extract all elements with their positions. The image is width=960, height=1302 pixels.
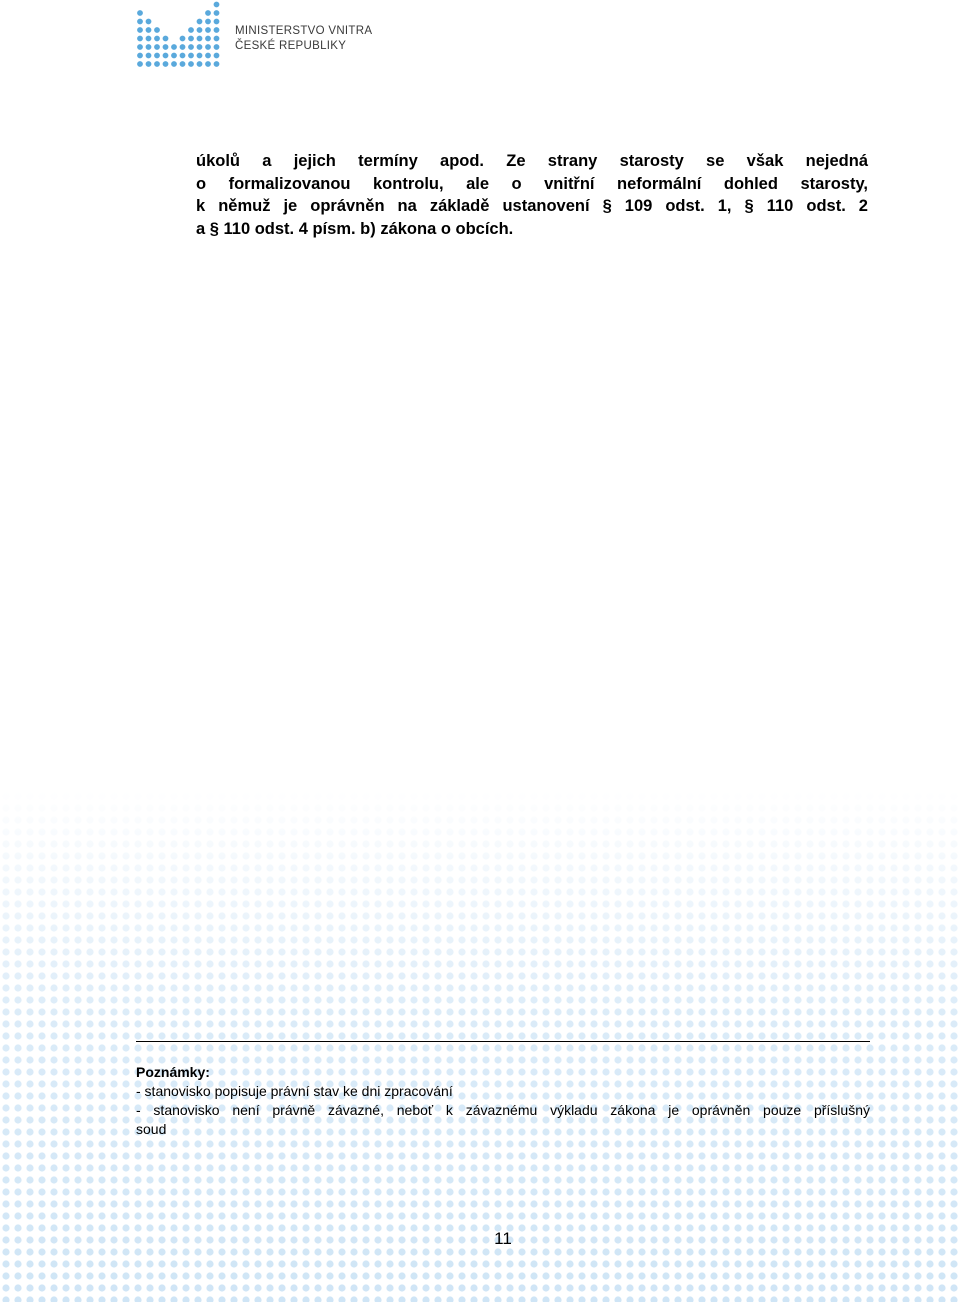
logo-dot	[214, 61, 220, 67]
logo-dot	[146, 27, 152, 33]
logo-dot	[154, 27, 160, 33]
logo-dot	[146, 44, 152, 50]
logo-line-1: MINISTERSTVO VNITRA	[235, 25, 373, 37]
ministry-logo	[136, 0, 376, 70]
logo-dot	[137, 61, 143, 67]
logo-dot	[214, 44, 220, 50]
logo-line-2: ČESKÉ REPUBLIKY	[235, 40, 347, 52]
notes-item: - stanovisko popisuje právní stav ke dni zpracování	[136, 1083, 453, 1099]
logo-dot	[154, 61, 160, 67]
body-paragraph	[196, 150, 868, 240]
logo-dot	[205, 44, 211, 50]
logo-dot	[197, 27, 203, 33]
logo-dot	[188, 44, 194, 50]
notes-heading: Poznámky:	[136, 1064, 210, 1080]
logo-dot	[197, 61, 203, 67]
logo-dot	[214, 36, 220, 42]
logo-dot	[205, 19, 211, 25]
dot-pattern-background	[0, 790, 960, 1302]
logo-dot	[197, 19, 203, 25]
logo-dot	[163, 61, 169, 67]
logo-dot	[205, 61, 211, 67]
logo-dot	[137, 44, 143, 50]
notes-item: soud	[136, 1121, 167, 1137]
logo-dot	[180, 53, 186, 59]
logo-dot	[188, 27, 194, 33]
logo-dot	[180, 36, 186, 42]
logo-dot	[188, 53, 194, 59]
logo-dot	[180, 61, 186, 67]
notes-item: - stanovisko není právně závazné, neboť k závaznému výkladu zákona je oprávněn pouze příslušný	[136, 1102, 870, 1118]
paragraph-line: k němuž je oprávněn na základě ustanovení § 109 odst. 1, § 110 odst. 2	[196, 197, 868, 215]
logo-dot	[163, 36, 169, 42]
logo-dot	[146, 36, 152, 42]
logo-dot	[214, 53, 220, 59]
logo-dot	[188, 61, 194, 67]
logo-dot	[146, 61, 152, 67]
logo-dot	[171, 44, 177, 50]
logo-dot	[205, 53, 211, 59]
logo-dot	[197, 36, 203, 42]
logo-dot	[146, 53, 152, 59]
logo-dot	[214, 10, 220, 16]
notes-divider	[136, 1041, 870, 1042]
paragraph-line: a § 110 odst. 4 písm. b) zákona o obcích.	[196, 219, 514, 238]
logo-mark-icon	[136, 0, 226, 70]
logo-dot	[137, 53, 143, 59]
logo-wordmark	[235, 24, 372, 54]
logo-dot	[180, 44, 186, 50]
logo-dot	[154, 36, 160, 42]
logo-dot	[214, 19, 220, 25]
logo-dot	[137, 27, 143, 33]
paragraph-line: o formalizovanou kontrolu, ale o vnitřní neformální dohled starosty,	[196, 174, 868, 193]
logo-dot	[163, 44, 169, 50]
logo-dot	[154, 53, 160, 59]
page-number: 11	[494, 1229, 512, 1248]
logo-dot	[137, 36, 143, 42]
logo-dot	[205, 10, 211, 16]
logo-dot	[154, 44, 160, 50]
logo-dot	[214, 27, 220, 33]
notes-section	[136, 1063, 870, 1139]
logo-dot	[197, 44, 203, 50]
logo-dot	[197, 53, 203, 59]
logo-dot	[205, 27, 211, 33]
logo-dot	[146, 19, 152, 25]
logo-dot	[188, 36, 194, 42]
paragraph-line: úkolů a jejich termíny apod. Ze strany starosty se však nejedná	[196, 152, 868, 170]
logo-dot	[171, 53, 177, 59]
logo-dot	[163, 53, 169, 59]
logo-dot	[137, 10, 143, 16]
logo-dot	[171, 61, 177, 67]
logo-dot	[205, 36, 211, 42]
logo-dot	[214, 2, 220, 8]
logo-dot	[137, 19, 143, 25]
